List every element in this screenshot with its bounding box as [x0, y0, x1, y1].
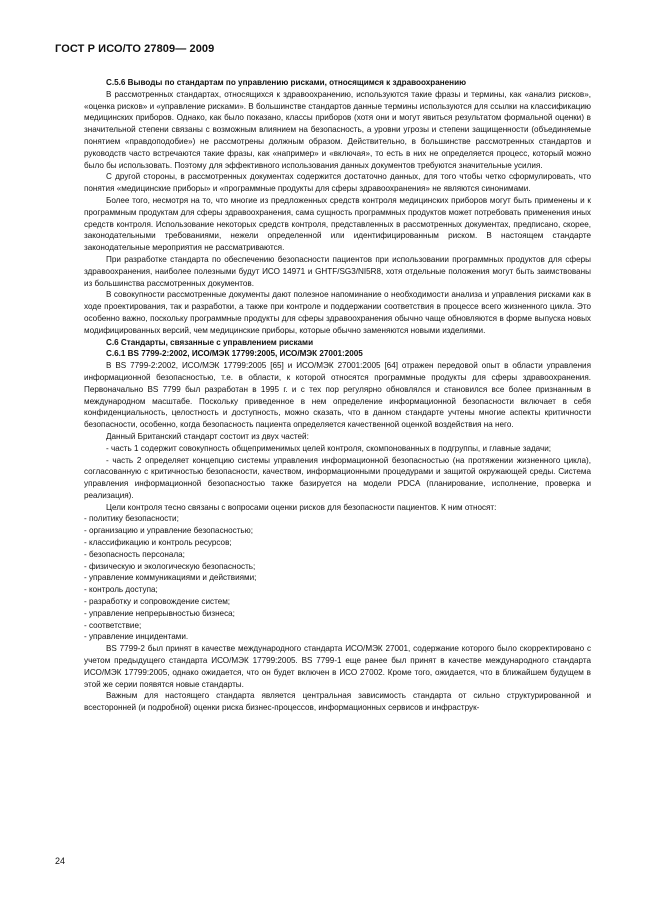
document-body: [84, 77, 591, 714]
paragraph: Более того, несмотря на то, что многие из предложенных средств контроля медицинских приборов могут быть применены и к программным продуктам для сферы здравоохранения, сама сущность программных продуктов может потребовать применения иных средств контроля. Использование некоторых средств контроля, представленных в рассмотренных документах, предписано, скорее, законодательными требованиями, нежели определенной или идентифицированным риском. В настоящем стандарте законодательные мероприятия не рассматриваются.: [84, 195, 591, 253]
section-heading-c6: С.6 Стандарты, связанные с управлением рисками: [106, 337, 314, 347]
section-heading-c61: С.6.1 BS 7799-2:2002, ИСО/МЭК 17799:2005, ИСО/МЭК 27001:2005: [106, 349, 363, 359]
section-heading-c56: С.5.6 Выводы по стандартам по управлению рисками, относящимся к здравоохранению: [106, 78, 467, 87]
document-header-title: ГОСТ Р ИСО/ТО 27809— 2009: [55, 43, 215, 55]
paragraph: В совокупности рассмотренные документы дают полезное напоминание о необходимости анализа и управления рисками как в ходе проектирования, так и разработки, а также при контроле и поддержании соответствия в процессе всего жизненного цикла. Это особенно важно, поскольку программные продукты для сферы здравоохранения обычно чаще обновляются в форме выпуска новых модифицированных версий, чем медицинские приборы, которые обычно заменяются новыми изделиями.: [84, 290, 591, 335]
list-item: - соответствие;: [84, 620, 142, 630]
paragraph: Данный Британский стандарт состоит из двух частей:: [106, 431, 309, 441]
paragraph: В BS 7799-2:2002, ИСО/МЭК 17799:2005 [65] и ИСО/МЭК 27001:2005 [64] отражен передовой опыт в области управления информационной безопасностью, т.е. в области, к которой относятся программные продукты для сферы здравоохранения. Первоначально BS 7799 был разработан в 1995 г. и с тех пор регулярно обновлялся и становился все более признанным в международном масштабе. Поскольку приведенное в нем определение информационной безопасности включает в себя конфиденциальность, целостность и доступность, можно сказать, что в данном стандарте учтены многие аспекты критичности безопасности, особенно, когда безопасность пациента определяется качественной оценкой воздействия на него.: [84, 361, 591, 430]
paragraph: В рассмотренных стандартах, относящихся к здравоохранению, используются такие фразы и термины, как «анализ рисков», «оценка рисков» и «управление рисками». В большинстве стандартов данные термины используются для ссылки на классификацию медицинских приборов. Однако, как было показано, классы приборов (хотя они и могут явиться результатом формальной оценки) в значительной степени связаны с возможным влиянием на безопасность, а уровни угрозы и степени защищенности (объединяемые понятием «правдоподобие») не рассмотрены должным образом. Действительно, в большинстве рассмотренных стандартов и руководств часто встречаются такие фразы, как «например» и «включая», то есть в них не определяется процесс, который можно было бы использовать. Поэтому для эффективного использования данных документов требуются значительные усилия.: [84, 89, 591, 170]
list-item: - разработку и сопровождение систем;: [84, 597, 231, 607]
list-item: - организацию и управление безопасностью;: [84, 526, 254, 536]
paragraph: Цели контроля тесно связаны с вопросами оценки рисков для безопасности пациентов. К ним относят:: [106, 502, 497, 512]
list-item: - контроль доступа;: [84, 585, 158, 595]
list-item: - безопасность персонала;: [84, 549, 185, 559]
paragraph: С другой стороны, в рассмотренных документах содержится достаточно данных, для того чтобы четко сформулировать, что понятия «медицинские приборы» и «программные продукты для сферы здравоохранения» не являются синонимами.: [84, 172, 591, 194]
list-item: - управление инцидентами.: [84, 632, 189, 642]
paragraph: При разработке стандарта по обеспечению безопасности пациентов при использовании программных продуктов для сферы здравоохранения, наиболее полезными будут ИСО 14971 и GHTF/SG3/NI5R8, хотя отдельные положения могут быть заимствованы из большинства рассмотренных документов.: [84, 254, 591, 288]
list-item: - физическую и экологическую безопасность;: [84, 561, 256, 571]
list-item: - управление коммуникациями и действиями;: [84, 573, 257, 583]
list-item: - управление непрерывностью бизнеса;: [84, 608, 235, 618]
list-item: - классификацию и контроль ресурсов;: [84, 538, 232, 548]
list-item: - политику безопасности;: [84, 514, 179, 524]
list-item: - часть 1 содержит совокупность общеприменимых целей контроля, скомпонованных в подгруппы, и главные задачи;: [106, 443, 552, 453]
paragraph: BS 7799-2 был принят в качестве международного стандарта ИСО/МЭК 27001, содержание которого было скорректировано с учетом предыдущего стандарта ИСО/МЭК 17799:2005. BS 7799-1 еще ранее был принят в качестве международного стандарта ИСО/МЭК 17799:2005, однако ожидается, что он будет включен в ИСО 27002. Кроме того, ожидается, что в ближайшем будущем в этой же серии появятся новые стандарты.: [84, 644, 591, 689]
list-item: - часть 2 определяет концепцию системы управления информационной безопасностью (на протяжении жизненного цикла), согласованную с критичностью безопасности, качеством, информационными процедурами и защитой окружающей среды. Система управления информационной безопасностью также базируется на модели PDCA (планирование, исполнение, проверка и реализация).: [84, 455, 591, 500]
paragraph: Важным для настоящего стандарта является центральная зависимость стандарта от сильно структурированной и всесторонней (и подробной) оценки риска бизнес-процессов, информационных сервисов и инфраструк-: [84, 691, 591, 713]
page-number: 24: [55, 856, 66, 866]
